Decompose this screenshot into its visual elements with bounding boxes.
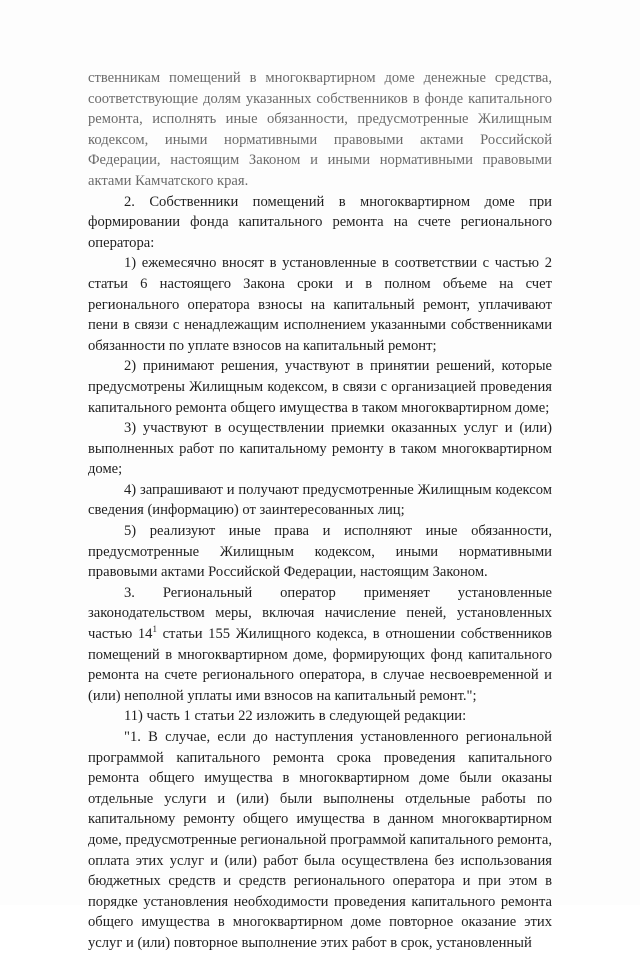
paragraph-subitem-5: 5) реализуют иные права и исполняют иные обязанности, предусмотренные Жилищным кодексом, иными нормативными правовыми актами Российской Федерации, настоящим Законом. [88, 523, 552, 581]
paragraph-continuation: ственникам помещений в многоквартирном доме денежные средства, соответствующие долям указанных собственников в фонде капитального ремонта, исполнять иные обязанности, предусмотренные Жилищным кодексом, иными нормативными правовыми актами Российской Федерации, настоящим Законом и иными нормативными правовыми актами Камчатского края. [88, 70, 552, 189]
paragraph-item-3-start: 3. Региональный оператор применяет установленные законодательством меры, включая начисление пеней, установленных частью 14 [88, 584, 552, 643]
quoted-new-text: "1. В случае, если до наступления установленного региональной программой капитального ремонта срока проведения капитального ремонта общего имущества в многоквартирном доме были оказаны отдельные услуги и (или) были выполнены отдельные работы по капитальному ремонту общего имущества в данном многоквартирном доме, предусмотренные региональной программой капитального ремонта, оплата этих услуг и (или) работ была осуществлена без использования бюджетных средств и средств регионального оператора и при этом в порядке установления необходимости проведения капитального ремонта общего имущества в многоквартирном доме повторное оказание этих услуг и (или) повторное выполнение этих работ в срок, установленный [88, 729, 552, 951]
paragraph-subitem-2: 2) принимают решения, участвуют в принятии решений, которые предусмотрены Жилищным кодексом, в связи с организацией проведения капитального ремонта общего имущества в таком многоквартирном доме; [88, 358, 552, 416]
paragraph-item-3-end: статьи 155 Жилищного кодекса, в отношении собственников помещений в многоквартирном доме, формирующих фонд капитального ремонта на счете регионального оператора, в случае несвоевременной и (или) неполной уплаты ими взносов на капитальный ремонт."; [88, 626, 552, 704]
superscript-marker: 1 [152, 624, 157, 635]
amendment-item-11: 11) часть 1 статьи 22 изложить в следующей редакции: [124, 708, 467, 725]
paragraph-item-2: 2. Собственники помещений в многоквартирном доме при формировании фонда капитального ремонта на счете регионального оператора: [88, 193, 552, 251]
paragraph-subitem-3: 3) участвуют в осуществлении приемки оказанных услуг и (или) выполненных работ по капитальному ремонту в таком многоквартирном доме; [88, 420, 552, 478]
document-body [88, 68, 552, 954]
paragraph-item-3 [88, 583, 552, 707]
paragraph-subitem-1: 1) ежемесячно вносят в установленные в соответствии с частью 2 статьи 6 настоящего Закона сроки и в полном объеме на счет регионального оператора взносы на капитальный ремонт, уплачивают пени в связи с ненадлежащим исполнением указанными собственниками обязанности по уплате взносов на капитальный ремонт; [88, 255, 552, 354]
paragraph-subitem-4: 4) запрашивают и получают предусмотренные Жилищным кодексом сведения (информацию) от заинтересованных лиц; [88, 481, 552, 519]
